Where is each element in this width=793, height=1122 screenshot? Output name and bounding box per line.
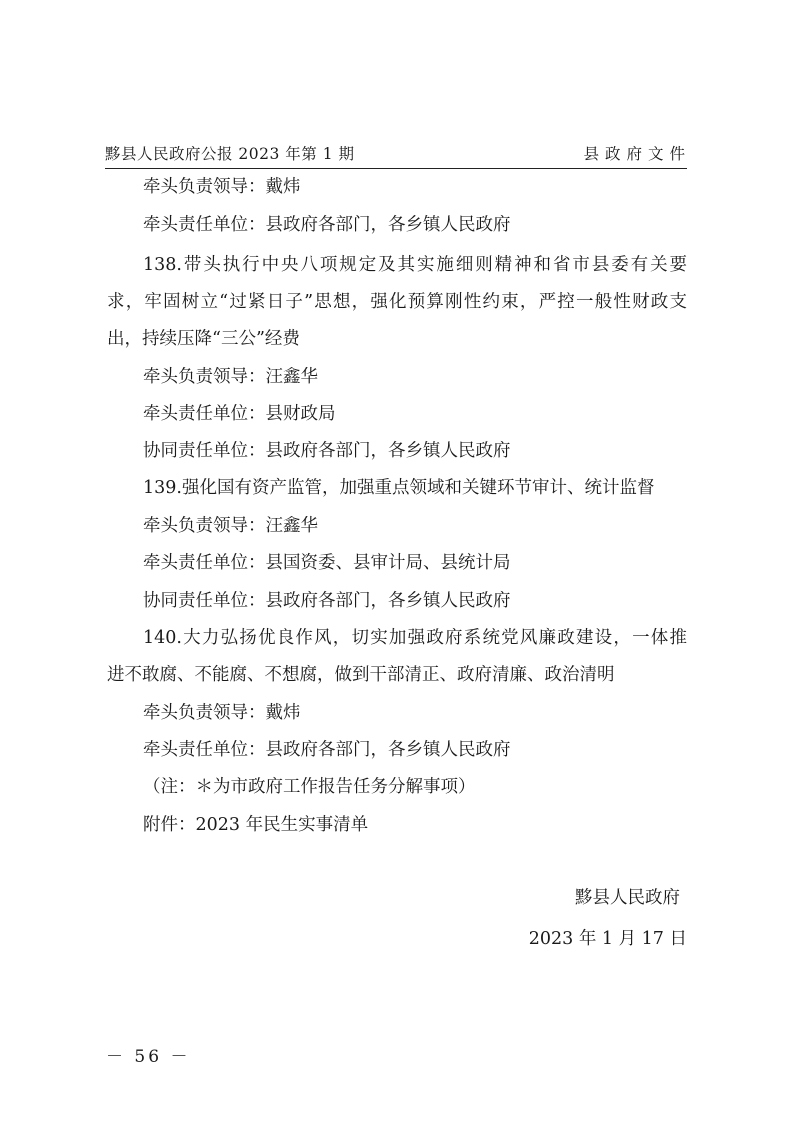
signature-date: 2023 年 1 月 17 日 [528,929,687,949]
item-138-line-2: 求，牢固树立“过紧日子”思想，强化预算刚性约束，严控一般性财政支 [107,292,687,312]
signature-org: 黟县人民政府 [575,888,680,908]
note-line: （注：＊为市政府工作报告任务分解事项） [143,777,476,797]
lead-unit-line: 牵头责任单位：县财政局 [143,404,336,424]
header-section: 县政府文件 [583,145,691,163]
lead-unit-line: 牵头责任单位：县政府各部门，各乡镇人民政府 [143,740,511,760]
lead-leader-line: 牵头负责领导：戴炜 [143,703,301,723]
attachment-line: 附件：2023 年民生实事清单 [143,815,369,835]
lead-leader-line: 牵头负责领导：汪鑫华 [143,367,318,387]
lead-unit-line: 牵头责任单位：县国资委、县审计局、县统计局 [143,553,511,573]
header-publication: 黟县人民政府公报 2023 年第 1 期 [105,145,355,163]
page-header [105,138,691,169]
item-140-line-1: 140.大力弘扬优良作风，切实加强政府系统党风廉政建设，一体推 [143,628,687,648]
lead-leader-line: 牵头负责领导：戴炜 [143,177,301,197]
item-140-line-2: 进不敢腐、不能腐、不想腐，做到干部清正、政府清廉、政治清明 [107,665,615,685]
page-number: － 56 － [106,1047,191,1067]
item-138-line-1: 138.带头执行中央八项规定及其实施细则精神和省市县委有关要 [143,255,687,275]
item-139-line-1: 139.强化国有资产监管，加强重点领域和关键环节审计、统计监督 [143,478,655,498]
lead-unit-line: 牵头责任单位：县政府各部门，各乡镇人民政府 [143,215,511,235]
lead-leader-line: 牵头负责领导：汪鑫华 [143,516,318,536]
item-138-line-3: 出，持续压降“三公”经费 [107,329,300,349]
assist-unit-line: 协同责任单位：县政府各部门，各乡镇人民政府 [143,441,511,461]
assist-unit-line: 协同责任单位：县政府各部门，各乡镇人民政府 [143,591,511,611]
